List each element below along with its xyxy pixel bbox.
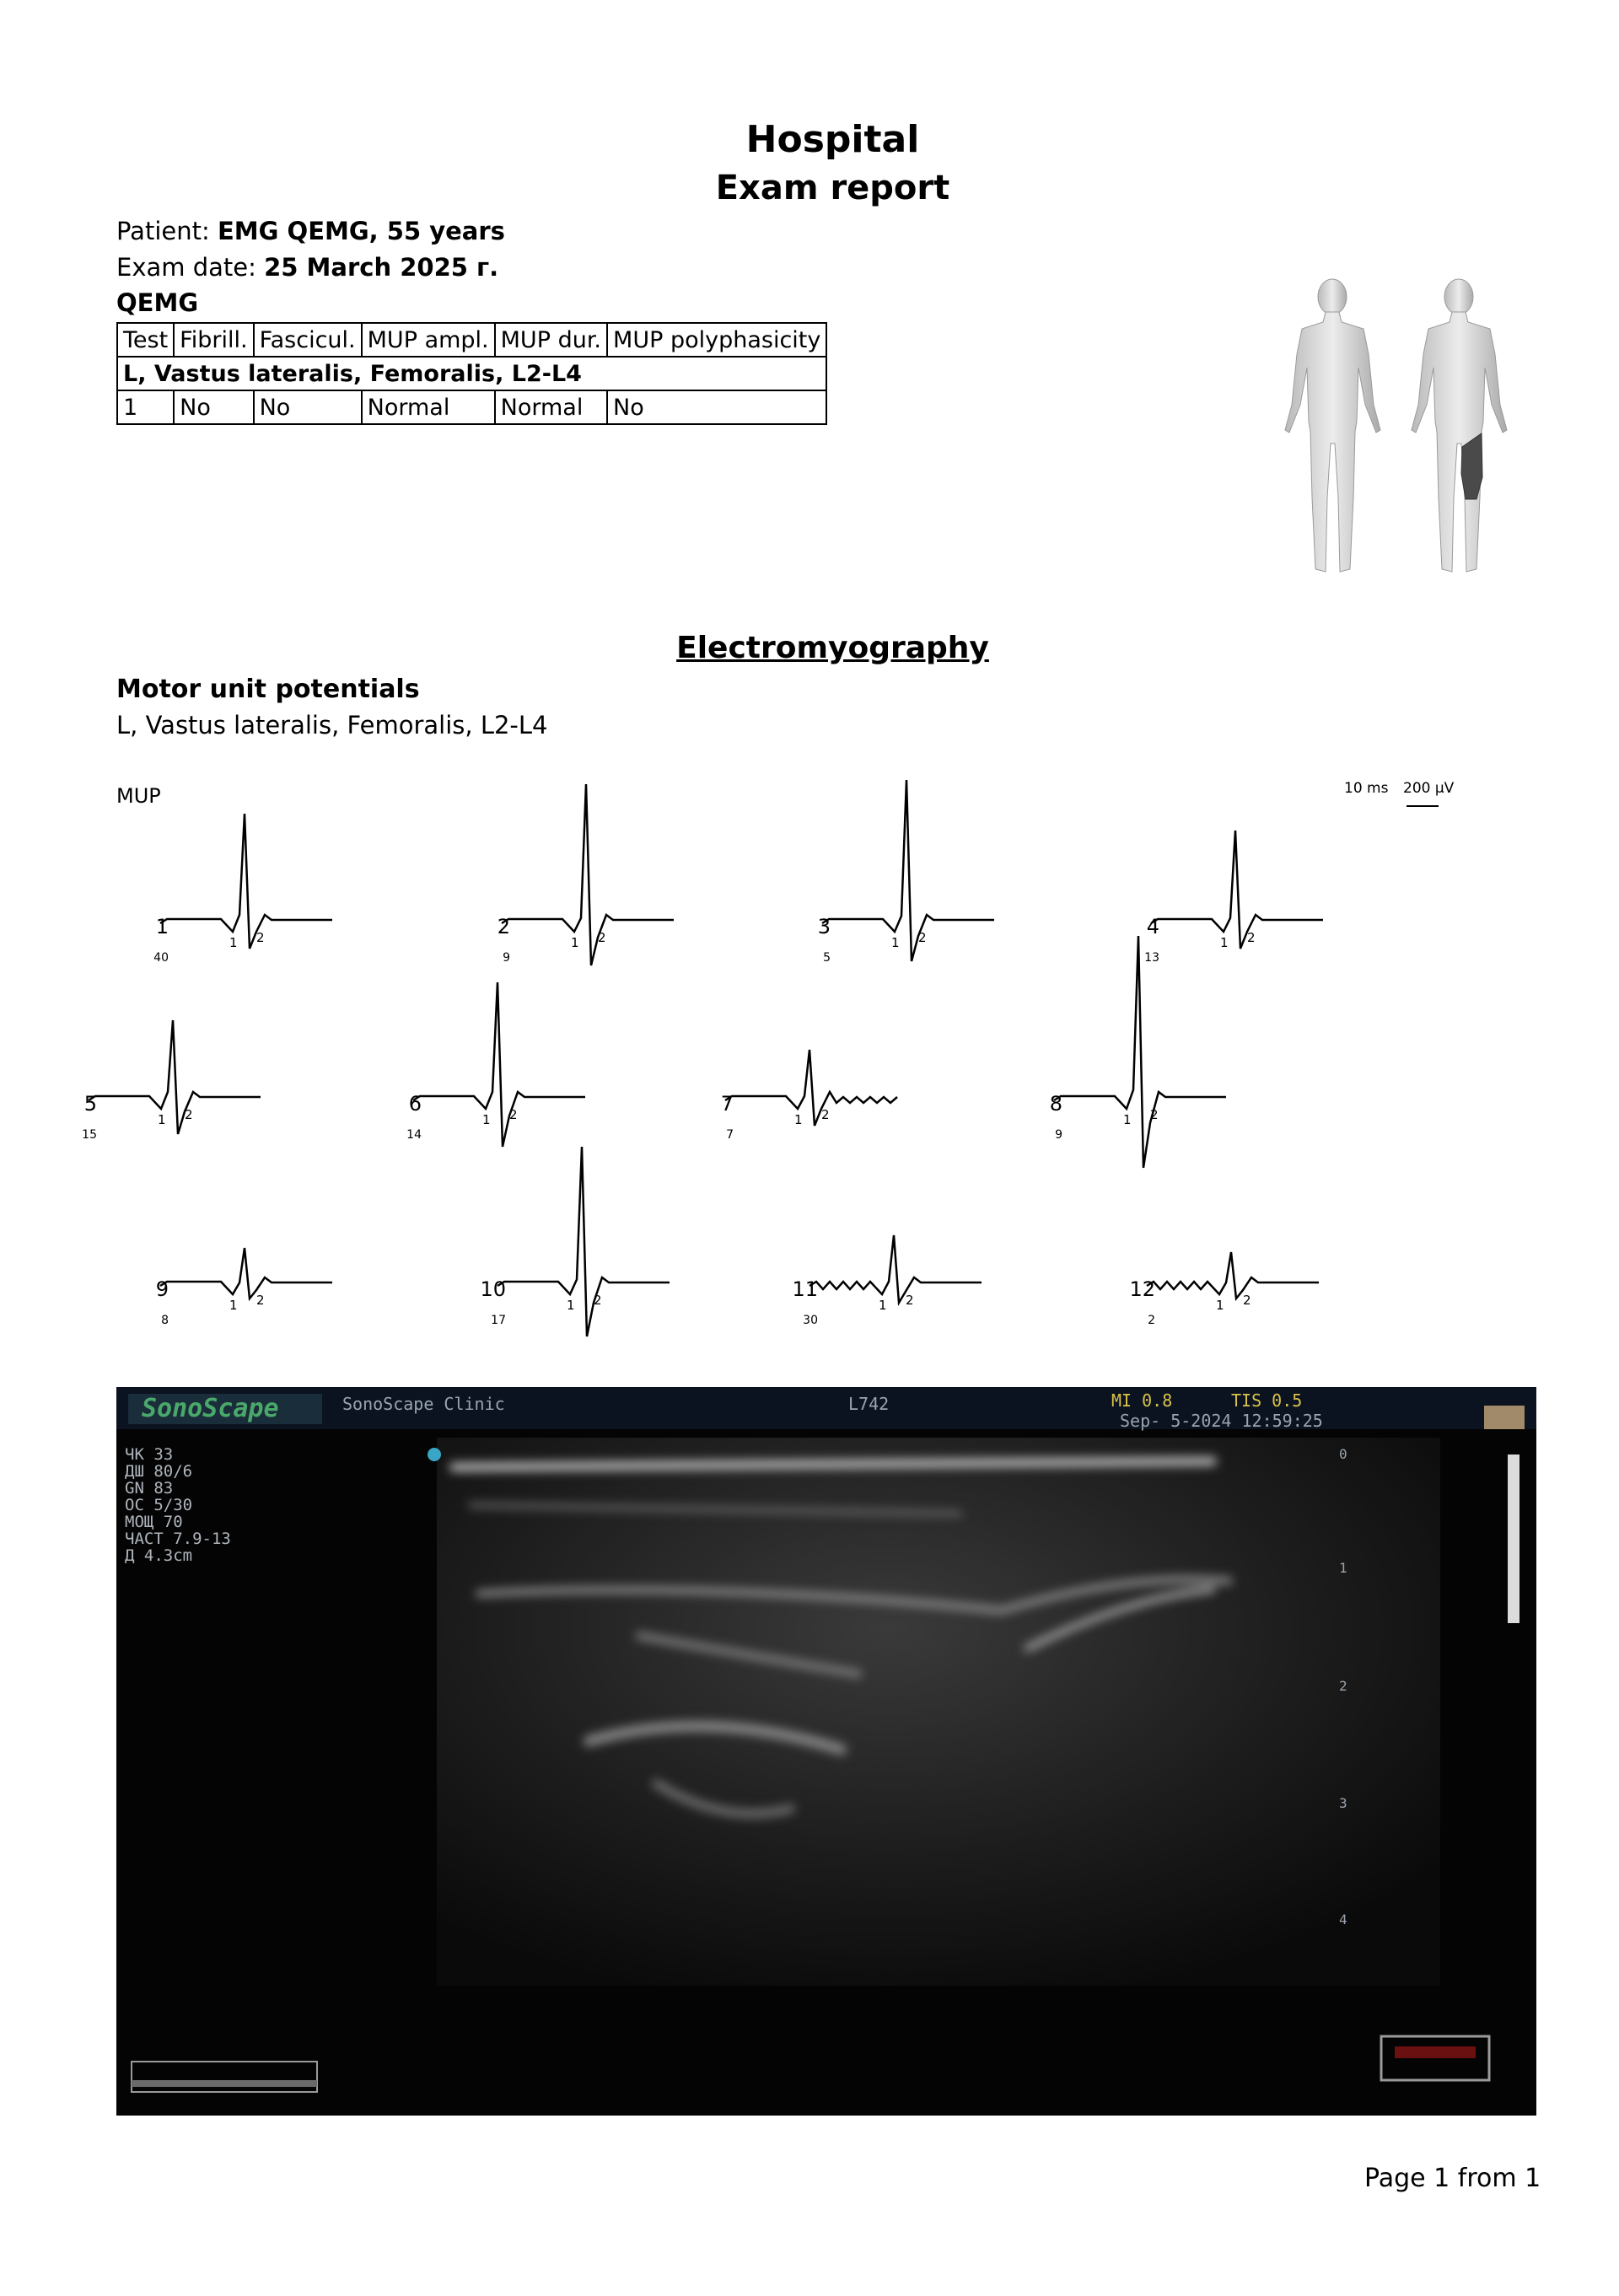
col-mup-polyphasicity: MUP polyphasicity <box>607 323 826 357</box>
mup-trace-3 <box>818 780 994 965</box>
emg-heading: Electromyography <box>676 631 989 665</box>
hospital-title: Hospital <box>745 118 920 161</box>
exam-date-value: 25 March 2025 г. <box>264 253 499 282</box>
mup-trace-1 <box>153 814 332 965</box>
depth-mark: 4 <box>1339 1912 1347 1928</box>
mup-count: 9 <box>503 951 510 965</box>
marker-2: 2 <box>1243 1293 1251 1308</box>
mup-trace-12 <box>1129 1252 1319 1327</box>
param-line: ЧАСТ 7.9-13 <box>125 1530 231 1548</box>
mup-number: 7 <box>720 1092 734 1116</box>
depth-mark: 3 <box>1339 1795 1347 1811</box>
marker-2: 2 <box>906 1293 914 1308</box>
marker-1: 1 <box>1123 1112 1132 1127</box>
mup-waveform <box>810 1235 982 1303</box>
marker-2: 2 <box>598 930 606 945</box>
mup-waveform <box>725 1050 897 1126</box>
clinic-name: SonoScape Clinic <box>342 1394 505 1414</box>
col-test: Test <box>117 323 174 357</box>
mup-number: 6 <box>408 1092 422 1116</box>
mup-number: 11 <box>792 1277 818 1301</box>
patient-label: Patient: <box>116 217 210 245</box>
mup-waveform <box>160 814 332 949</box>
mup-count: 2 <box>1148 1314 1155 1327</box>
col-fibrill: Fibrill. <box>174 323 253 357</box>
marker-2: 2 <box>1247 930 1256 945</box>
cell-mup-ampl: Normal <box>362 390 495 424</box>
mup-waveform <box>498 1147 670 1336</box>
front-view-figure <box>1412 279 1507 572</box>
mup-trace-11 <box>792 1235 982 1327</box>
mup-waveform <box>1151 831 1323 949</box>
marker-1: 1 <box>567 1298 575 1313</box>
marker-2: 2 <box>256 930 265 945</box>
mup-trace-6 <box>406 982 585 1147</box>
mup-waveform <box>502 784 674 965</box>
body-figure-illustration <box>1269 278 1522 590</box>
col-fascicul: Fascicul. <box>254 323 362 357</box>
depth-mark: 2 <box>1339 1678 1347 1694</box>
col-mup-dur: MUP dur. <box>495 323 607 357</box>
depth-mark: 0 <box>1339 1446 1347 1462</box>
ultrasound-header <box>116 1387 1536 1429</box>
marker-1: 1 <box>879 1298 887 1313</box>
col-mup-ampl: MUP ampl. <box>362 323 495 357</box>
mup-waveform <box>89 1020 261 1134</box>
mup-count: 14 <box>406 1128 422 1142</box>
ultrasound-scan <box>116 1387 1536 2116</box>
mup-number: 5 <box>83 1092 97 1116</box>
qemg-group-row <box>117 357 826 390</box>
mup-trace-10 <box>480 1147 670 1336</box>
marker-2: 2 <box>185 1107 193 1122</box>
mup-count: 8 <box>161 1314 169 1327</box>
table-row <box>117 390 826 424</box>
marker-2: 2 <box>1150 1107 1159 1122</box>
mup-count: 15 <box>82 1128 97 1142</box>
mup-trace-2 <box>498 784 674 965</box>
mup-number: 1 <box>155 915 169 938</box>
mup-count: 13 <box>1144 951 1159 965</box>
marker-2: 2 <box>821 1107 830 1122</box>
back-view-figure <box>1285 279 1380 572</box>
mup-number: 9 <box>155 1277 169 1301</box>
mup-heading: Motor unit potentials <box>116 675 420 704</box>
qemg-table <box>116 322 827 425</box>
marker-2: 2 <box>594 1293 602 1308</box>
mi-value: MI 0.8 <box>1111 1390 1173 1411</box>
mup-trace-7 <box>721 1050 897 1142</box>
patient-value: EMG QEMG, 55 years <box>217 217 505 245</box>
mup-count: 40 <box>153 951 169 965</box>
mup-trace-4 <box>1144 831 1323 965</box>
param-line: МОЩ 70 <box>125 1513 183 1531</box>
marker-1: 1 <box>158 1112 166 1127</box>
marker-2: 2 <box>918 930 927 945</box>
param-line: Д 4.3cm <box>125 1546 193 1565</box>
depth-mark: 1 <box>1339 1560 1347 1576</box>
marker-1: 1 <box>891 935 900 950</box>
ultrasound-image <box>116 1387 1536 2116</box>
param-line: ДШ 80/6 <box>125 1462 193 1481</box>
mup-trace-9 <box>156 1248 332 1327</box>
mup-count: 7 <box>726 1128 734 1142</box>
cell-fibrill: No <box>174 390 253 424</box>
amplitude-scale-label: 200 µV <box>1403 780 1455 797</box>
tis-value: TIS 0.5 <box>1231 1390 1303 1411</box>
mup-trace-8 <box>1050 936 1226 1168</box>
scan-parameters <box>125 1446 231 1564</box>
cell-mup-dur: Normal <box>495 390 607 424</box>
page-number: Page 1 from 1 <box>1364 2164 1541 2193</box>
patient-line <box>116 217 505 245</box>
mup-number: 10 <box>480 1277 506 1301</box>
mup-waveform <box>822 780 994 961</box>
marker-1: 1 <box>229 935 238 950</box>
cell-fascicul: No <box>254 390 362 424</box>
marker-1: 1 <box>229 1298 238 1313</box>
mup-number: 2 <box>497 915 510 938</box>
cell-test: 1 <box>117 390 174 424</box>
exam-date-line <box>116 253 498 282</box>
cell-mup-polyphasicity: No <box>607 390 826 424</box>
report-title: Exam report <box>715 169 950 207</box>
param-line: GN 83 <box>125 1479 174 1498</box>
marker-1: 1 <box>1220 935 1229 950</box>
muscle-name: L, Vastus lateralis, Femoralis, L2-L4 <box>116 711 548 739</box>
mup-count: 9 <box>1055 1128 1062 1142</box>
marker-1: 1 <box>794 1112 803 1127</box>
mup-count: 5 <box>823 951 831 965</box>
mup-waveform <box>160 1248 332 1299</box>
qemg-title: QEMG <box>116 288 199 317</box>
mup-trace-5 <box>82 1020 261 1142</box>
qemg-group: L, Vastus lateralis, Femoralis, L2-L4 <box>117 357 826 390</box>
mup-number: 3 <box>817 915 831 938</box>
marker-1: 1 <box>571 935 579 950</box>
mup-count: 17 <box>491 1314 506 1327</box>
marker-2: 2 <box>509 1107 518 1122</box>
thumbnail-icon <box>1484 1406 1525 1429</box>
qemg-header-row <box>117 323 826 357</box>
time-scale-label: 10 ms <box>1344 780 1389 797</box>
marker-1: 1 <box>482 1112 491 1127</box>
mup-traces <box>0 759 1619 1366</box>
param-line: ЧК 33 <box>125 1445 174 1464</box>
mup-number: 12 <box>1129 1277 1155 1301</box>
mup-number: 4 <box>1146 915 1159 938</box>
mup-waveform <box>1147 1252 1319 1299</box>
probe-name: L742 <box>848 1394 890 1414</box>
mup-waveform <box>413 982 585 1147</box>
sonoscape-logo: SonoScape <box>128 1394 322 1424</box>
marker-1: 1 <box>1216 1298 1224 1313</box>
mup-count: 30 <box>803 1314 818 1327</box>
param-line: ОС 5/30 <box>125 1496 193 1514</box>
exam-date-label: Exam date: <box>116 253 256 282</box>
marker-2: 2 <box>256 1293 265 1308</box>
scan-datetime: Sep- 5-2024 12:59:25 <box>1120 1411 1323 1431</box>
mup-waveform <box>1054 936 1226 1168</box>
mup-number: 8 <box>1049 1092 1062 1116</box>
mup-label: MUP <box>116 784 161 808</box>
